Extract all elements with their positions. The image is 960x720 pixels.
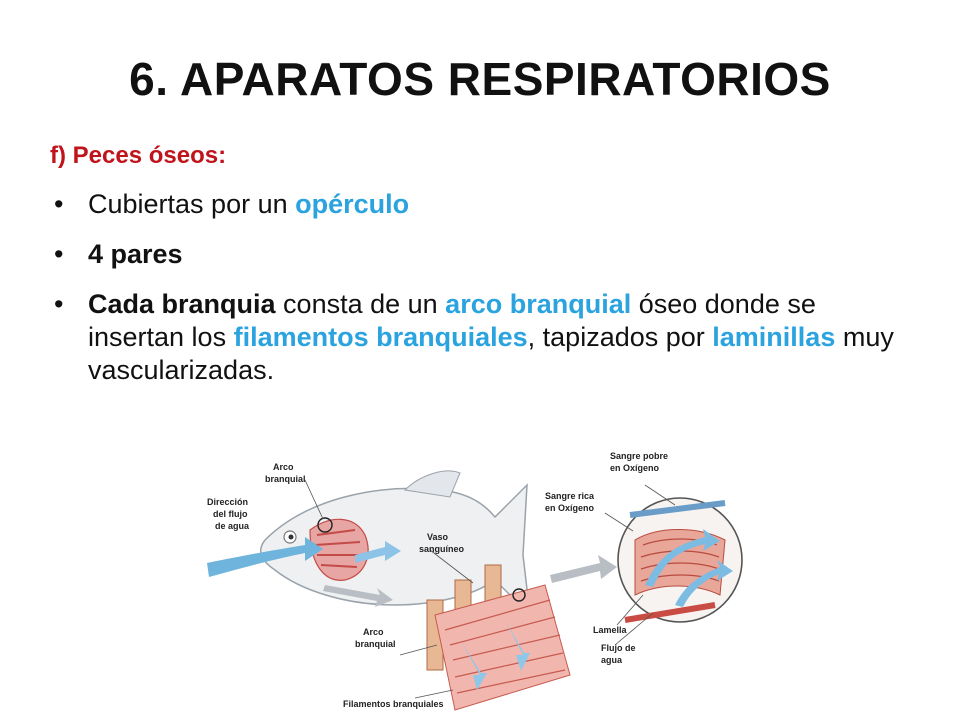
label-arco-branquial-top: Arco [273,462,294,472]
highlight-filamentos: filamentos branquiales [233,322,528,352]
bullet-bold-text: Cada branquia [88,289,276,319]
bullet-item [48,188,908,221]
bullet-icon: • [54,189,64,219]
label-flujo-de-agua: agua [601,655,623,665]
label-direccion-flujo: del flujo [213,509,248,519]
label-sangre-rica: Sangre rica [545,491,595,501]
bullet-text: consta de un [275,289,446,319]
label-direccion-flujo: Dirección [207,497,249,507]
bullet-item [48,238,908,271]
label-sangre-pobre: en Oxígeno [610,463,660,473]
slide-title: 6. APARATOS RESPIRATORIOS [129,53,831,105]
bullet-text: 4 pares [88,239,183,269]
bullet-text: óseo donde se insertan los [88,289,816,352]
label-direccion-flujo: de agua [215,521,250,531]
gill-diagram [205,445,745,720]
slide-subtitle: f) Peces óseos: [50,142,227,169]
label-arco-branquial-bottom: branquial [355,639,396,649]
label-vaso-sanguineo: sanguíneo [419,544,465,554]
lamellae-magnified-illustration [618,498,742,622]
bullet-text: muy vascularizadas. [88,322,894,385]
label-filamentos-branquiales: Filamentos branquiales [343,699,444,709]
bullet-text: , tapizados por [527,322,713,352]
label-flujo-de-agua: Flujo de [601,643,636,653]
label-lamella: Lamella [593,625,627,635]
bullet-icon: • [54,289,64,319]
label-sangre-rica: en Oxígeno [545,503,595,513]
bullet-list [48,188,908,404]
label-arco-branquial-bottom: Arco [363,627,384,637]
bullet-item [48,288,908,387]
highlight-arco-branquial: arco branquial [445,289,632,319]
highlight-operculo: opérculo [295,189,410,219]
highlight-laminillas: laminillas [712,322,836,352]
label-vaso-sanguineo: Vaso [427,532,449,542]
bullet-icon: • [54,239,64,269]
label-arco-branquial-top: branquial [265,474,306,484]
label-sangre-pobre: Sangre pobre [610,451,669,461]
bullet-text: Cubiertas por un [88,189,296,219]
